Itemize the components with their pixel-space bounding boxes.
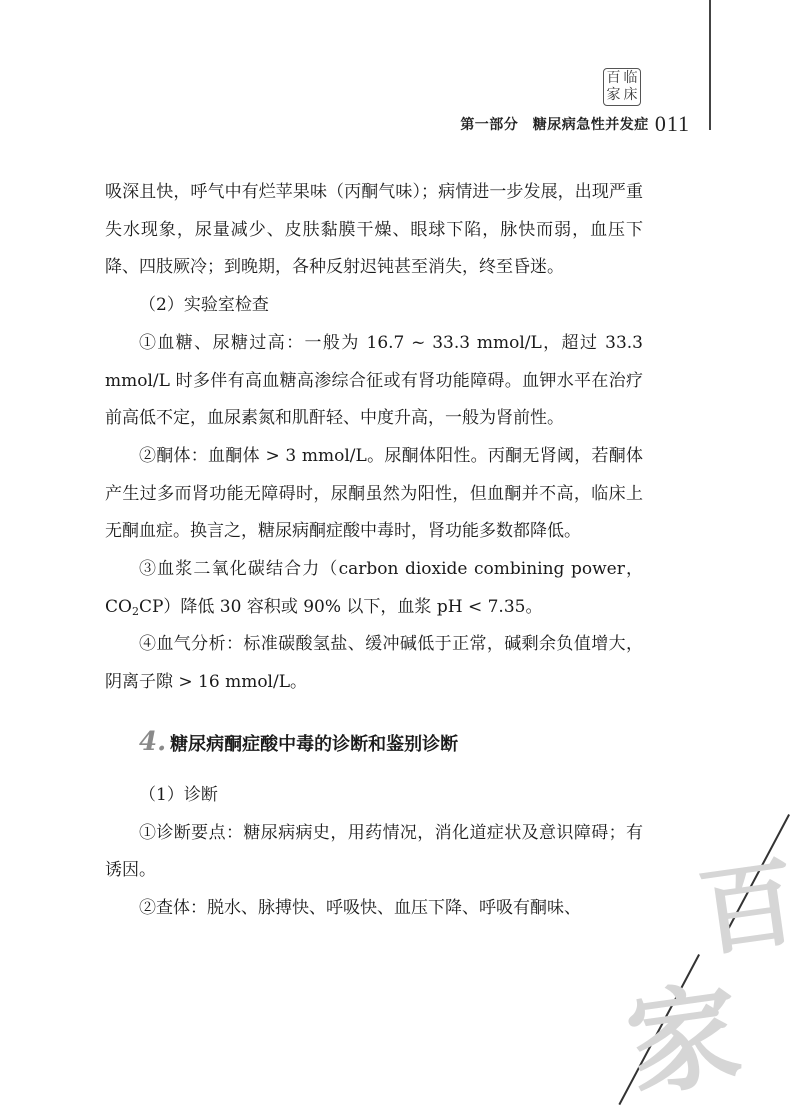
- subheading-diagnosis: （1）诊断: [139, 784, 218, 805]
- paragraph-co2-binding: [105, 551, 643, 626]
- co2-subscript: 2: [131, 604, 139, 618]
- subheading-lab-tests: （2）实验室检查: [139, 295, 269, 316]
- co2-text-end: CP）降低 30 容积或 90% 以下，血浆 pH < 7.35。: [138, 596, 543, 617]
- heading-number: 4.: [139, 726, 167, 757]
- seal-char: 床: [623, 87, 638, 103]
- publisher-seal-logo: [603, 68, 641, 106]
- header-divider-line: [709, 0, 711, 130]
- seal-char: 百: [606, 70, 621, 86]
- page-body: [105, 174, 643, 928]
- page-number: 011: [654, 111, 690, 136]
- watermark-char: 百: [692, 844, 803, 971]
- section-title: 第一部分 糖尿病急性并发症: [460, 117, 649, 133]
- seal-char: 家: [606, 87, 621, 103]
- watermark-char: 家: [619, 967, 749, 1113]
- running-header: [460, 111, 690, 137]
- paragraph-diagnosis-points: ①诊断要点：糖尿病病史，用药情况，消化道症状及意识障碍；有诱因。: [105, 822, 643, 881]
- paragraph-blood-gas: ④血气分析：标准碳酸氢盐、缓冲碱低于正常，碱剩余负值增大，阴离子隙 > 16 mmol/L。: [105, 634, 643, 693]
- paragraph-blood-glucose: ①血糖、尿糖过高：一般为 16.7 ~ 33.3 mmol/L，超过 33.3 mmol/L 时多伴有高血糖高渗综合征或有肾功能障碍。血钾水平在治疗前高低不定，血尿素氮和肌酐轻、中度升高，一般为肾前性。: [105, 332, 643, 429]
- heading-text: 糖尿病酮症酸中毒的诊断和鉴别诊断: [170, 733, 459, 755]
- paragraph-symptoms: 吸深且快，呼气中有烂苹果味（丙酮气味）；病情进一步发展，出现严重失水现象，尿量减少、皮肤黏膜干燥、眼球下陷，脉快而弱，血压下降、四肢厥冷；到晚期，各种反射迟钝甚至消失，终至昏迷。: [105, 182, 643, 278]
- section-heading: [105, 722, 643, 765]
- paragraph-ketones: ②酮体：血酮体 > 3 mmol/L。尿酮体阳性。丙酮无肾阈，若酮体产生过多而肾功能无障碍时，尿酮虽然为阳性，但血酮并不高，临床上无酮血症。换言之，糖尿病酮症酸中毒时，肾功能多数都降低。: [105, 445, 643, 542]
- seal-char: 临: [623, 70, 638, 86]
- co2-text-start: ③血浆二氧化碳结合力（carbon dioxide combining power，CO: [105, 559, 643, 617]
- paragraph-examination: ②查体：脱水、脉搏快、呼吸快、血压下降、呼吸有酮味、: [139, 897, 581, 918]
